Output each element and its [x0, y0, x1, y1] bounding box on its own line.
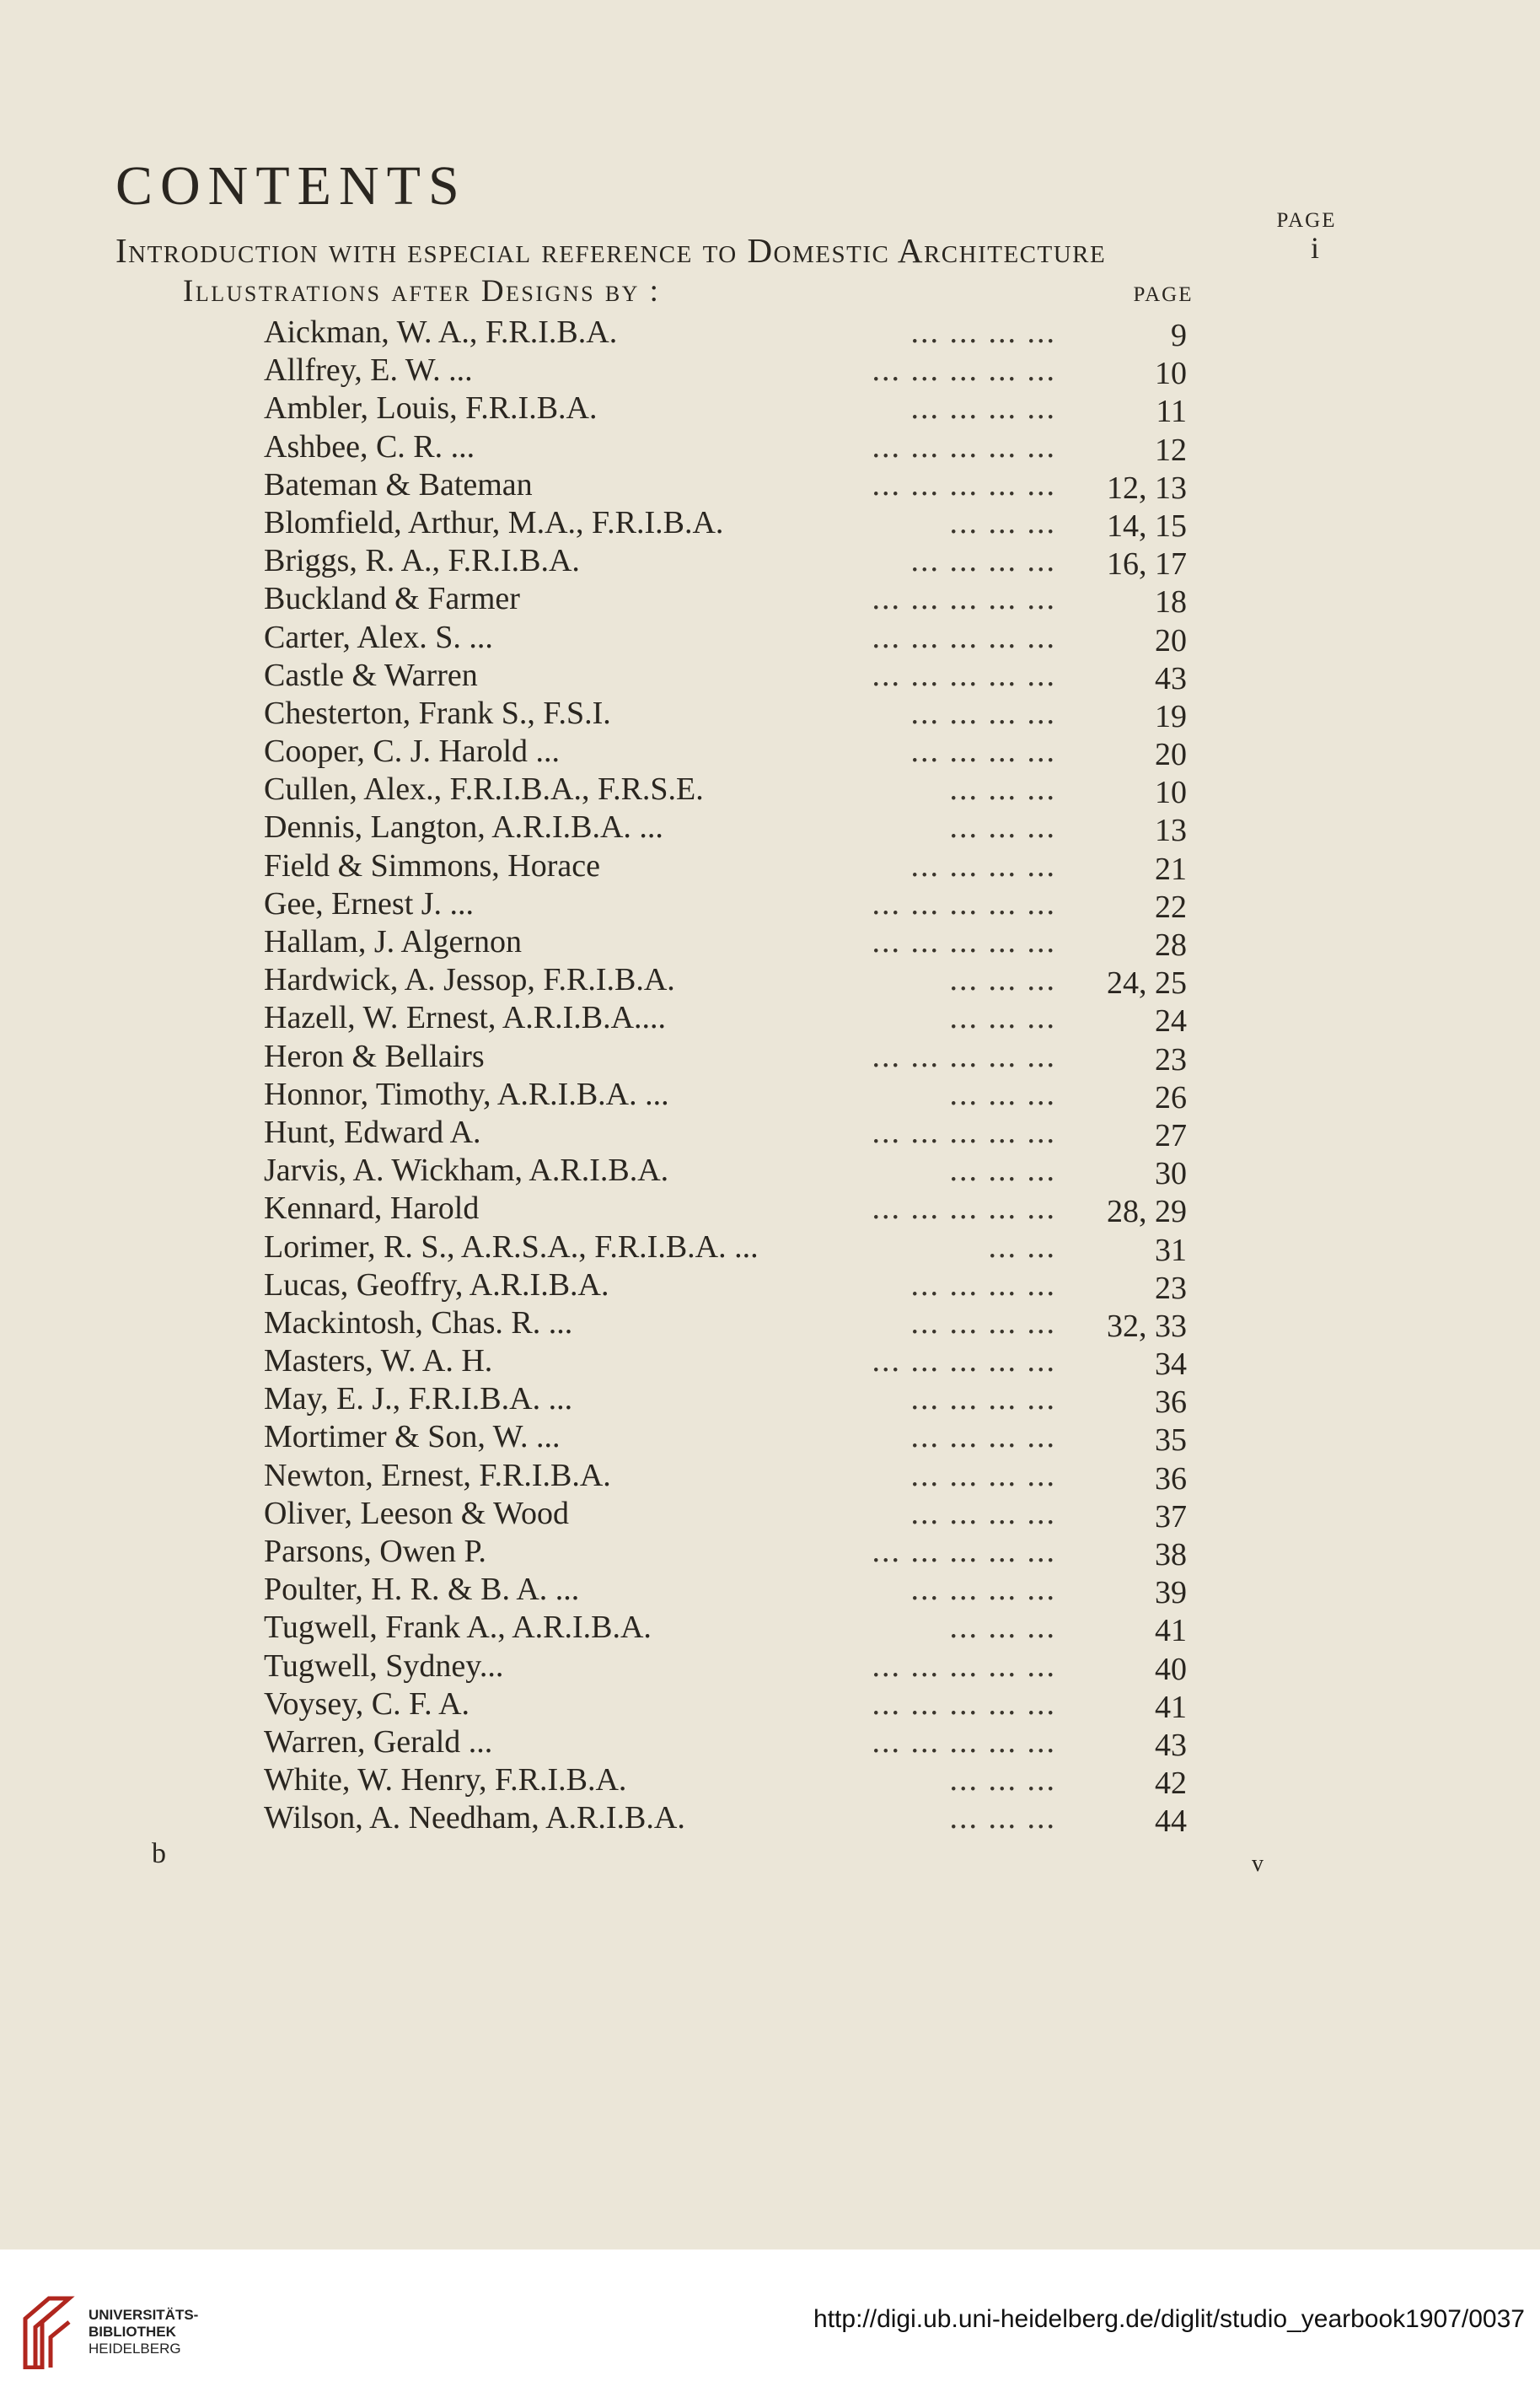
toc-entry-name: Parsons, Owen P. — [264, 1534, 486, 1569]
toc-entry — [264, 1342, 1187, 1383]
toc-entry-page: 19 — [1155, 698, 1187, 734]
toc-entry-name: Chesterton, Frank S., F.S.I. — [264, 695, 611, 731]
toc-entry — [264, 1571, 1187, 1609]
toc-entry — [264, 1304, 1187, 1342]
toc-entry — [264, 923, 1187, 961]
toc-entry — [264, 1190, 1187, 1228]
toc-entry-name: Wilson, A. Needham, A.R.I.B.A. — [264, 1800, 685, 1836]
toc-entry-name: Oliver, Leeson & Wood — [264, 1495, 569, 1531]
toc-entry-name: Castle & Warren — [264, 657, 478, 693]
toc-entry-leader: ... ... ... — [949, 809, 1056, 846]
toc-entry — [264, 352, 1187, 390]
toc-entry-page: 34 — [1155, 1347, 1187, 1383]
toc-entry-name: Cullen, Alex., F.R.I.B.A., F.R.S.E. — [264, 771, 704, 808]
toc-entry-page: 24 — [1155, 1003, 1187, 1040]
toc-entry-name: Cooper, C. J. Harold ... — [264, 734, 560, 770]
toc-entry-name: Tugwell, Frank A., A.R.I.B.A. — [264, 1610, 652, 1646]
illustrations-page-label: PAGE — [1133, 283, 1194, 306]
toc-entry — [264, 1609, 1187, 1647]
toc-entry-name: Aickman, W. A., F.R.I.B.A. — [264, 314, 618, 350]
toc-entry-page: 30 — [1155, 1156, 1187, 1192]
toc-entry-leader: ... ... ... ... ... — [872, 1685, 1056, 1722]
toc-entry-name: Gee, Ernest J. ... — [264, 885, 475, 922]
toc-entry-page: 27 — [1155, 1117, 1187, 1153]
toc-entry-page: 41 — [1155, 1689, 1187, 1725]
toc-entry-page: 44 — [1155, 1803, 1187, 1840]
toc-entry-page: 20 — [1155, 737, 1187, 773]
toc-entry-leader: ... ... ... ... — [910, 1419, 1056, 1455]
toc-entry-page: 28, 29 — [1107, 1194, 1187, 1230]
toc-entry-page: 21 — [1155, 851, 1187, 887]
toc-entry-page: 28 — [1155, 927, 1187, 963]
toc-entry — [264, 1533, 1187, 1571]
toc-entry-leader: ... ... ... ... ... — [872, 466, 1056, 503]
toc-entry-name: Poulter, H. R. & B. A. ... — [264, 1572, 580, 1608]
toc-entry-leader: ... ... ... ... ... — [872, 1343, 1056, 1379]
toc-entry-name: Dennis, Langton, A.R.I.B.A. ... — [264, 809, 663, 846]
toc-entry-leader: ... ... ... ... ... — [872, 924, 1056, 959]
toc-entry-leader: ... ... ... — [949, 1076, 1056, 1112]
source-url-link[interactable]: http://digi.ub.uni-heidelberg.de/diglit/studio_yearbook1907/0037 — [813, 2305, 1525, 2333]
illustrations-list — [264, 314, 1187, 1838]
toc-entry — [264, 1648, 1187, 1685]
toc-entry — [264, 1114, 1187, 1152]
toc-entry-page: 14, 15 — [1107, 508, 1187, 544]
toc-entry-page: 9 — [1171, 318, 1187, 353]
toc-entry-page: 26 — [1155, 1079, 1187, 1115]
toc-entry-leader: ... ... ... — [949, 962, 1056, 998]
toc-entry-name: Ambler, Louis, F.R.I.B.A. — [264, 390, 598, 427]
toc-entry-name: Blomfield, Arthur, M.A., F.R.I.B.A. — [264, 504, 724, 540]
intro-entry-title: Introduction with especial reference to Domestic Architecture — [115, 231, 1107, 270]
toc-entry-name: Lorimer, R. S., A.R.S.A., F.R.I.B.A. ... — [264, 1228, 759, 1265]
toc-entry-page: 43 — [1155, 660, 1187, 696]
toc-entry-name: Jarvis, A. Wickham, A.R.I.B.A. — [264, 1153, 669, 1189]
toc-entry-page: 20 — [1155, 622, 1187, 658]
toc-entry-leader: ... ... ... — [949, 1000, 1056, 1036]
toc-entry-name: Hunt, Edward A. — [264, 1114, 481, 1150]
toc-entry-leader: ... ... ... ... ... — [872, 657, 1056, 693]
toc-entry-leader: ... ... ... ... — [910, 1457, 1056, 1493]
toc-entry-leader: ... ... ... — [949, 1762, 1056, 1798]
toc-entry — [264, 695, 1187, 733]
page-folio: v — [1252, 1851, 1264, 1877]
toc-entry-leader: ... ... ... ... ... — [872, 1114, 1056, 1150]
toc-entry — [264, 1457, 1187, 1495]
toc-entry-name: Ashbee, C. R. ... — [264, 428, 475, 465]
toc-entry — [264, 1799, 1187, 1840]
library-logo-text — [89, 2307, 198, 2357]
toc-entry-page: 42 — [1155, 1766, 1187, 1802]
toc-entry — [264, 847, 1187, 885]
toc-entry-name: Hallam, J. Algernon — [264, 924, 523, 959]
toc-entry-leader: ... ... ... ... ... — [872, 1648, 1056, 1684]
toc-entry — [264, 1685, 1187, 1723]
toc-entry — [264, 466, 1187, 504]
toc-entry-name: Voysey, C. F. A. — [264, 1685, 470, 1722]
signature-mark: b — [152, 1838, 166, 1869]
toc-entry-leader: ... ... ... — [949, 504, 1056, 540]
page-title: CONTENTS — [115, 155, 467, 217]
toc-entry-leader: ... ... ... ... ... — [872, 1723, 1056, 1760]
toc-entry-name: Carter, Alex. S. ... — [264, 619, 493, 655]
toc-entry-name: Newton, Ernest, F.R.I.B.A. — [264, 1457, 611, 1493]
toc-entry-name: Allfrey, E. W. ... — [264, 352, 473, 389]
toc-entry — [264, 885, 1187, 923]
toc-entry-name: Kennard, Harold — [264, 1191, 480, 1227]
toc-entry-page: 31 — [1155, 1232, 1187, 1268]
toc-entry-page: 37 — [1155, 1498, 1187, 1535]
toc-entry — [264, 1152, 1187, 1190]
toc-entry-leader: ... ... ... ... — [910, 1572, 1056, 1608]
toc-entry — [264, 1418, 1187, 1459]
toc-entry-leader: ... ... ... ... — [910, 543, 1056, 579]
toc-entry — [264, 1038, 1187, 1076]
toc-entry-name: Tugwell, Sydney... — [264, 1648, 504, 1684]
toc-entry-leader: ... ... ... ... ... — [872, 1191, 1056, 1227]
toc-entry — [264, 733, 1187, 771]
toc-entry-page: 35 — [1155, 1422, 1187, 1459]
library-logo-icon — [17, 2293, 76, 2369]
toc-entry-name: Lucas, Geoffry, A.R.I.B.A. — [264, 1266, 609, 1303]
toc-entry — [264, 1723, 1187, 1761]
toc-entry-page: 41 — [1155, 1613, 1187, 1649]
toc-entry-leader: ... ... ... — [949, 1800, 1056, 1836]
toc-entry — [264, 1266, 1187, 1304]
toc-entry-name: Warren, Gerald ... — [264, 1723, 493, 1760]
toc-entry — [264, 580, 1187, 621]
toc-entry-page: 36 — [1155, 1384, 1187, 1421]
toc-entry-leader: ... ... ... — [949, 1610, 1056, 1646]
toc-entry — [264, 390, 1187, 430]
toc-entry-page: 13 — [1155, 813, 1187, 849]
toc-entry-name: Masters, W. A. H. — [264, 1343, 493, 1379]
toc-entry-page: 32, 33 — [1107, 1308, 1187, 1344]
toc-entry-leader: ... ... ... ... ... — [872, 428, 1056, 465]
logo-line-1: UNIVERSITÄTS- — [89, 2307, 199, 2323]
toc-entry-page: 22 — [1155, 889, 1187, 925]
toc-entry-name: Hardwick, A. Jessop, F.R.I.B.A. — [264, 962, 675, 998]
toc-entry-leader: ... ... ... ... — [910, 1495, 1056, 1531]
toc-entry-leader: ... ... ... ... ... — [872, 581, 1056, 617]
toc-entry — [264, 619, 1187, 657]
toc-entry-page: 16, 17 — [1107, 546, 1187, 583]
toc-entry-leader: ... ... ... ... ... — [872, 619, 1056, 655]
toc-entry-name: Hazell, W. Ernest, A.R.I.B.A.... — [264, 1000, 667, 1036]
toc-entry-name: Field & Simmons, Horace — [264, 847, 600, 884]
toc-entry — [264, 1076, 1187, 1114]
toc-entry-page: 12 — [1155, 432, 1187, 468]
toc-entry-name: Mackintosh, Chas. R. ... — [264, 1304, 573, 1341]
toc-entry-leader: ... ... ... ... — [910, 695, 1056, 731]
toc-entry-name: Buckland & Farmer — [264, 581, 520, 617]
toc-entry-leader: ... ... ... ... — [910, 314, 1056, 350]
toc-entry — [264, 809, 1187, 847]
toc-entry-name: Heron & Bellairs — [264, 1038, 485, 1074]
toc-entry — [264, 428, 1187, 466]
toc-entry-page: 40 — [1155, 1651, 1187, 1687]
toc-entry-leader: ... ... — [988, 1228, 1056, 1265]
logo-line-2: BIBLIOTHEK — [89, 2324, 176, 2340]
toc-entry-page: 18 — [1155, 584, 1187, 621]
toc-entry — [264, 314, 1187, 352]
toc-entry — [264, 1380, 1187, 1421]
toc-entry — [264, 504, 1187, 542]
illustrations-heading: Illustrations after Designs by : — [183, 274, 661, 309]
toc-entry-name: Briggs, R. A., F.R.I.B.A. — [264, 543, 580, 579]
toc-entry — [264, 999, 1187, 1040]
toc-entry — [264, 1228, 1187, 1266]
toc-entry-page: 12, 13 — [1107, 470, 1187, 506]
toc-entry-page: 43 — [1155, 1727, 1187, 1763]
toc-entry-page: 39 — [1155, 1575, 1187, 1611]
toc-entry-name: White, W. Henry, F.R.I.B.A. — [264, 1762, 627, 1798]
page-column-label: PAGE — [1276, 209, 1337, 232]
toc-entry-leader: ... ... ... ... — [910, 390, 1056, 427]
toc-entry-page: 23 — [1155, 1270, 1187, 1306]
toc-entry — [264, 657, 1187, 695]
toc-entry-page: 24, 25 — [1107, 965, 1187, 1002]
toc-entry-name: Mortimer & Son, W. ... — [264, 1419, 561, 1455]
toc-entry-name: May, E. J., F.R.I.B.A. ... — [264, 1381, 573, 1417]
toc-entry-page: 10 — [1155, 356, 1187, 392]
toc-entry-page: 38 — [1155, 1537, 1187, 1572]
toc-entry-leader: ... ... ... ... — [910, 1304, 1056, 1341]
toc-entry — [264, 771, 1187, 809]
toc-entry-name: Bateman & Bateman — [264, 466, 533, 503]
toc-entry — [264, 1495, 1187, 1533]
toc-entry-page: 11 — [1156, 394, 1187, 430]
toc-entry-page: 23 — [1155, 1041, 1187, 1078]
toc-entry-leader: ... ... ... ... — [910, 1381, 1056, 1417]
toc-entry-leader: ... ... ... ... ... — [872, 885, 1056, 922]
toc-entry-name: Honnor, Timothy, A.R.I.B.A. ... — [264, 1076, 669, 1112]
toc-entry-leader: ... ... ... ... ... — [872, 1038, 1056, 1074]
toc-entry-leader: ... ... ... — [949, 1153, 1056, 1189]
toc-entry-leader: ... ... ... ... — [910, 734, 1056, 770]
toc-entry-page: 36 — [1155, 1460, 1187, 1497]
intro-entry-page: i — [1310, 231, 1319, 265]
toc-entry — [264, 1761, 1187, 1802]
toc-entry-page: 10 — [1155, 775, 1187, 811]
footer-bar — [0, 2250, 1540, 2392]
toc-entry-leader: ... ... ... ... ... — [872, 1534, 1056, 1569]
toc-entry — [264, 961, 1187, 1002]
toc-entry-leader: ... ... ... ... — [910, 1266, 1056, 1303]
logo-line-3: HEIDELBERG — [89, 2341, 181, 2357]
toc-entry-leader: ... ... ... ... ... — [872, 352, 1056, 389]
toc-entry-leader: ... ... ... ... — [910, 847, 1056, 884]
toc-entry — [264, 542, 1187, 583]
toc-entry-leader: ... ... ... — [949, 771, 1056, 808]
